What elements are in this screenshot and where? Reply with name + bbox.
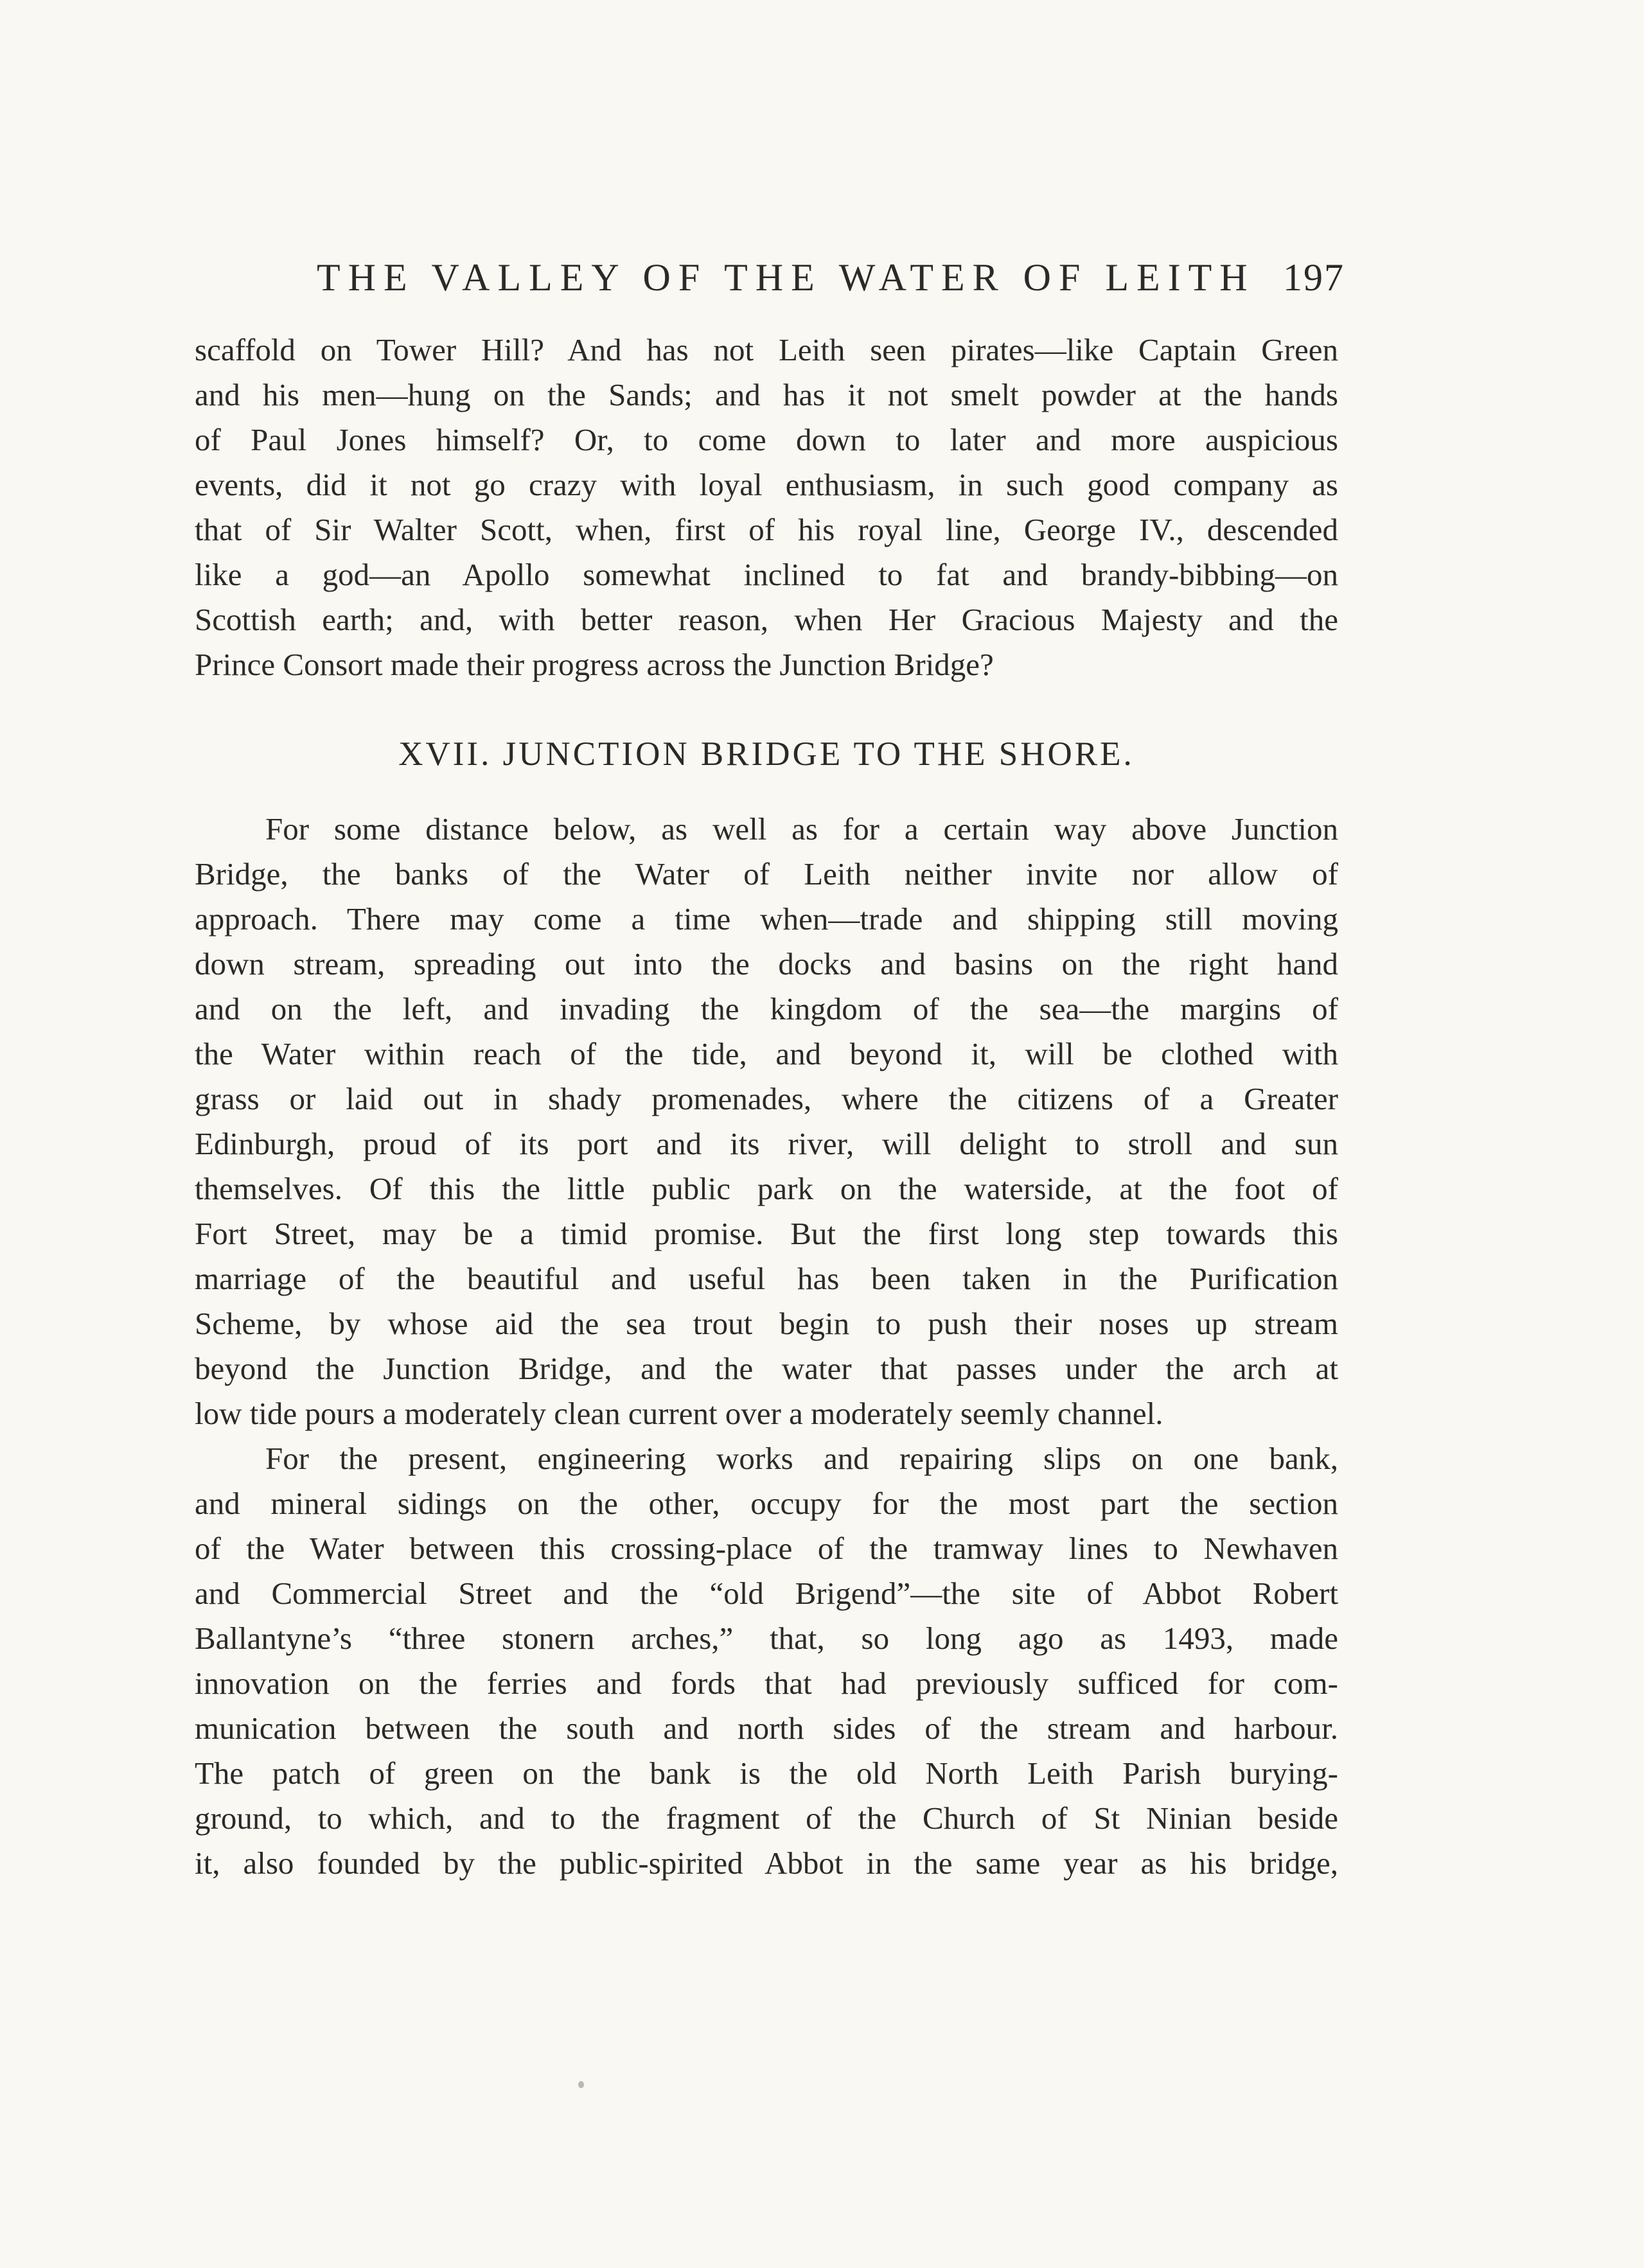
text-line: events, did it not go crazy with loyal enthusiasm, in such good company as (195, 467, 1338, 502)
text-line: it, also founded by the public-spirited Abbot in the same year as his bridge, (195, 1845, 1338, 1881)
running-head (195, 252, 1345, 303)
page-number: 197 (1283, 256, 1345, 299)
text-line: beyond the Junction Bridge, and the water that passes under the arch at (195, 1351, 1338, 1386)
paper-speck (578, 2081, 584, 2088)
text-line: low tide pours a moderately clean current over a moderately seemly channel. (195, 1396, 1163, 1431)
continued-paragraph (195, 328, 1338, 687)
text-line: ground, to which, and to the fragment of the Church of St Ninian beside (195, 1800, 1338, 1836)
text-line: scaffold on Tower Hill? And has not Leith seen pirates—like Captain Green (195, 332, 1338, 367)
text-line: of the Water between this crossing-place of the tramway lines to Newhaven (195, 1531, 1338, 1566)
text-line: Prince Consort made their progress across the Junction Bridge? (195, 647, 994, 682)
text-line: Scheme, by whose aid the sea trout begin to push their noses up stream (195, 1306, 1338, 1341)
text-line: and mineral sidings on the other, occupy for the most part the section (195, 1486, 1338, 1521)
text-line: that of Sir Walter Scott, when, first of his royal line, George IV., descended (195, 512, 1338, 547)
text-line: and on the left, and invading the kingdom of the sea—the margins of (195, 991, 1338, 1026)
running-title: THE VALLEY OF THE WATER OF LEITH (317, 256, 1255, 299)
text-line: themselves. Of this the little public park on the waterside, at the foot of (195, 1171, 1338, 1206)
text-line: of Paul Jones himself? Or, to come down to later and more auspicious (195, 422, 1338, 457)
text-line: Fort Street, may be a timid promise. But the first long step towards this (195, 1216, 1338, 1251)
body-text (195, 328, 1338, 1886)
text-line: the Water within reach of the tide, and beyond it, will be clothed with (195, 1036, 1338, 1071)
text-line: For some distance below, as well as for a certain way above Junction (265, 811, 1338, 847)
text-line: down stream, spreading out into the docks and basins on the right hand (195, 946, 1338, 981)
paragraph (195, 807, 1338, 1436)
text-line: Ballantyne’s “three stonern arches,” that, so long ago as 1493, made (195, 1621, 1338, 1656)
text-line: For the present, engineering works and repairing slips on one bank, (265, 1441, 1338, 1476)
section-heading: XVII. JUNCTION BRIDGE TO THE SHORE. (398, 735, 1135, 773)
text-line: like a god—an Apollo somewhat inclined to fat and brandy-bibbing—on (195, 557, 1338, 592)
text-line: Edinburgh, proud of its port and its river, will delight to stroll and sun (195, 1126, 1338, 1161)
text-line: and Commercial Street and the “old Brigend”—the site of Abbot Robert (195, 1576, 1338, 1611)
text-line: Bridge, the banks of the Water of Leith neither invite nor allow of (195, 856, 1338, 892)
text-line: The patch of green on the bank is the old North Leith Parish burying- (195, 1755, 1338, 1791)
text-line: Scottish earth; and, with better reason, when Her Gracious Majesty and the (195, 602, 1338, 637)
text-line: and his men—hung on the Sands; and has it not smelt powder at the hands (195, 377, 1338, 412)
text-line: munication between the south and north sides of the stream and harbour. (195, 1710, 1338, 1746)
text-line: grass or laid out in shady promenades, where the citizens of a Greater (195, 1081, 1338, 1116)
text-line: innovation on the ferries and fords that had previously sufficed for com- (195, 1666, 1338, 1701)
text-line: marriage of the beautiful and useful has been taken in the Purification (195, 1261, 1338, 1296)
paragraph (195, 1436, 1338, 1886)
text-line: approach. There may come a time when—trade and shipping still moving (195, 901, 1338, 936)
